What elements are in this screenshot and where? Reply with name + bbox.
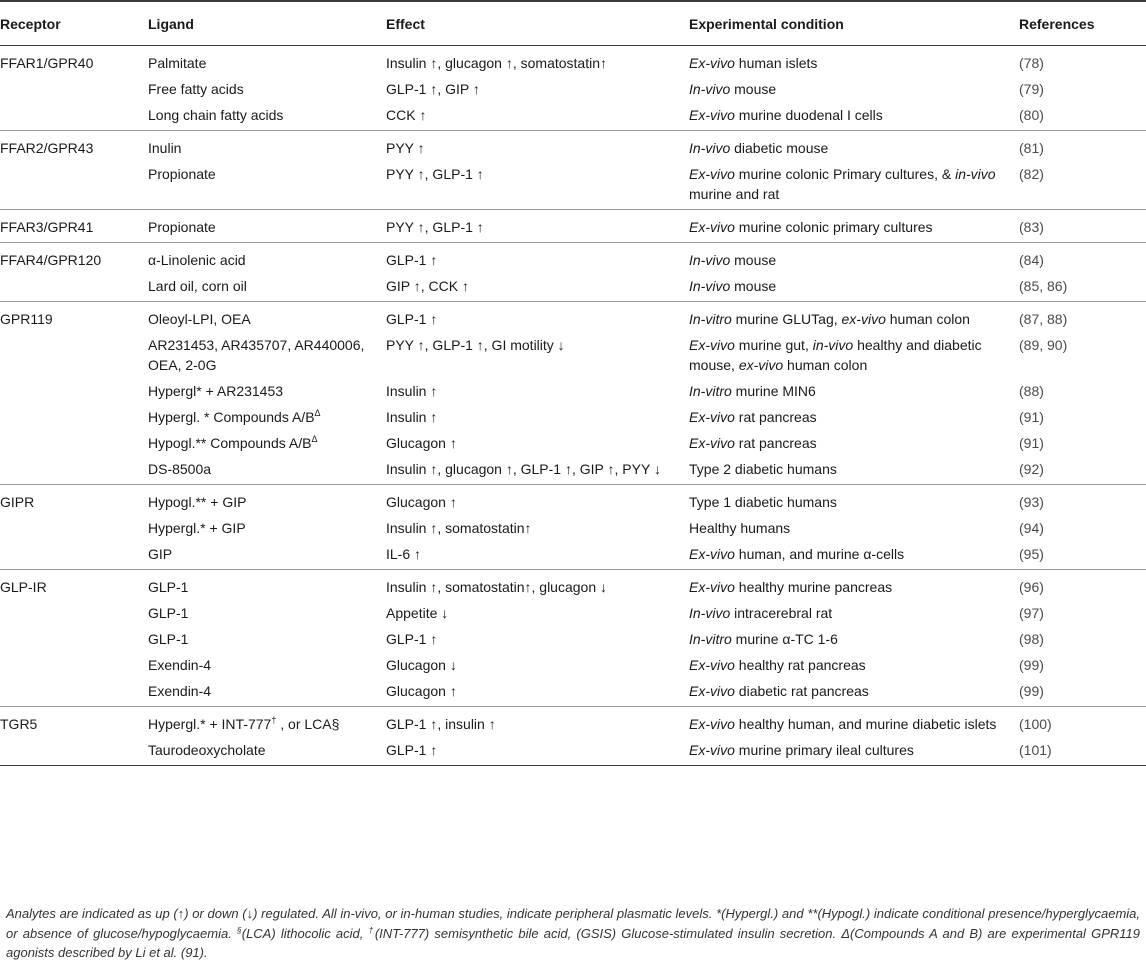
italic-text: In-vivo [689,251,731,268]
effect-cell: Insulin ↑, glucagon ↑, GLP-1 ↑, GIP ↑, PYY ↓ [386,455,689,485]
ligand-cell: Long chain fatty acids [148,101,386,131]
receptor-cell [0,377,148,403]
effect-cell: Glucagon ↑ [386,434,457,451]
receptor-cell [0,331,148,377]
italic-text: Ex-vivo [689,218,735,235]
table-row [0,130,1146,160]
superscript-mark: § [237,924,242,935]
reference-cell: (96) [1019,578,1044,595]
table-row [0,706,1146,736]
effect-cell: GIP ↑, CCK ↑ [386,272,689,302]
table-row [0,429,1146,455]
receptor-cell: GPR119 [0,310,53,327]
ligand-cell: α-Linolenic acid [148,251,246,268]
italic-text: Ex-vivo [689,656,735,673]
italic-text: Ex-vivo [689,165,735,182]
condition-cell: In-vitro murine MIN6 [689,382,816,399]
italic-text: ex-vivo [738,356,784,373]
effect-cell: Insulin ↑, somatostatin↑ [386,519,532,536]
effect-cell: GLP-1 ↑, GIP ↑ [386,80,480,97]
ligand-cell: Hypergl. * Compounds $A/B^\Delta$ [148,407,321,425]
ligand-cell: Hypogl.** Compounds $A/B^\Delta$ [148,433,318,451]
condition-cell: In-vivo diabetic mouse [689,139,829,156]
reference-cell: (99) [1019,677,1146,707]
effect-cell: Glucagon ↑ [386,493,457,510]
reference-cell: (88) [1019,382,1044,399]
italic-text: In-vivo [689,139,731,156]
receptor-cell: FFAR3/GPR41 [0,209,148,242]
effect-cell: PYY ↑ [386,139,425,156]
effect-cell: GLP-1 ↑ [386,251,438,268]
header-ligand: Ligand [148,1,386,45]
effect-cell: Appetite ↓ [386,604,449,621]
ligand-cell: Hypergl.* + INT-777† , or LCA§ [148,714,340,732]
italic-text: ex-vivo [841,310,886,327]
italic-text: Ex-vivo [689,545,735,562]
italic-text: Ex-vivo [689,408,735,425]
effect-cell: Insulin ↑ [386,382,438,399]
reference-cell: (80) [1019,101,1146,131]
table-row [0,301,1146,331]
header-row [0,1,1146,45]
table-header [0,1,1146,45]
table-row [0,377,1146,403]
effect-cell: PYY ↑, GLP-1 ↑ [386,160,689,210]
table-row [0,540,1146,570]
reference-cell: (97) [1019,604,1044,621]
receptor-cell [0,514,148,540]
effect-cell: Insulin ↑ [386,408,438,425]
italic-text: in-vivo [812,336,854,353]
reference-cell: (81) [1019,139,1044,156]
ligand-cell: Hypogl.** + GIP [148,493,247,510]
receptor-cell: FFAR1/GPR40 [0,54,94,71]
condition-cell: Type 1 diabetic humans [689,493,837,510]
condition-cell: Ex-vivo murine duodenal I cells [689,101,1019,131]
table-row [0,736,1146,766]
italic-text: Ex-vivo [689,106,735,123]
reference-cell: (84) [1019,251,1044,268]
effect-cell: GLP-1 ↑, insulin ↑ [386,715,496,732]
ligand-cell: Oleoyl-LPI, OEA [148,310,251,327]
table-row [0,599,1146,625]
reference-cell: (79) [1019,80,1044,97]
table-row [0,484,1146,514]
italic-text: In-vitro [689,630,732,647]
condition-cell: Ex-vivo rat pancreas [689,408,817,425]
ligand-cell: AR231453, AR435707, AR440006, OEA, 2-0G [148,336,365,373]
reference-cell: (82) [1019,160,1146,210]
italic-text: In-vivo [689,604,731,621]
receptor-cell [0,625,148,651]
receptor-cell [0,455,148,485]
condition-cell: Ex-vivo diabetic rat pancreas [689,677,1019,707]
header-receptor: Receptor [0,1,148,45]
effect-cell: GLP-1 ↑ [386,736,689,766]
ligand-cell: Lard oil, corn oil [148,272,386,302]
superscript-mark: † [368,924,375,935]
table-row [0,160,1146,210]
ligand-cell: Exendin-4 [148,656,212,673]
effect-cell: Glucagon ↑ [386,677,689,707]
italic-text: In-vivo [689,80,731,97]
receptor-cell [0,75,148,101]
condition-cell: Ex-vivo human, and murine α-cells [689,540,1019,570]
receptor-cell: FFAR2/GPR43 [0,139,94,156]
italic-text: Ex-vivo [689,715,735,732]
ligand-cell: Palmitate [148,54,207,71]
italic-text: In-vitro [689,382,732,399]
condition-cell: In-vivo mouse [689,272,1019,302]
ligand-cell: Exendin-4 [148,677,386,707]
table-row [0,455,1146,485]
italic-text: In-vitro [689,310,732,327]
condition-cell: Ex-vivo murine colonic Primary cultures, & in-vivo murine and rat [689,160,1019,210]
receptor-cell: TGR5 [0,715,38,732]
reference-cell: (101) [1019,736,1146,766]
reference-cell: (100) [1019,715,1052,732]
effect-cell: Insulin ↑, glucagon ↑, somatostatin↑ [386,54,608,71]
condition-cell: Ex-vivo healthy rat pancreas [689,656,866,673]
ligand-cell: Taurodeoxycholate [148,736,386,766]
header-effect: Effect [386,1,689,45]
table-body [0,45,1146,765]
ligand-cell: Inulin [148,139,182,156]
table-row [0,45,1146,75]
table-row [0,569,1146,599]
condition-cell: Ex-vivo rat pancreas [689,434,817,451]
header-references: References [1019,1,1146,45]
table-row [0,75,1146,101]
table-row [0,625,1146,651]
effect-cell: Glucagon ↓ [386,656,457,673]
superscript-mark: Δ [311,433,318,444]
table-row [0,677,1146,707]
superscript-mark: † [271,714,277,725]
ligand-cell: DS-8500a [148,455,386,485]
table-row [0,403,1146,429]
italic-text: Ex-vivo [689,54,735,71]
superscript-mark: Δ [314,407,321,418]
ligand-cell: GIP [148,540,386,570]
reference-cell: (78) [1019,54,1044,71]
receptor-cell: FFAR4/GPR120 [0,251,102,268]
header-experimental-condition: Experimental condition [689,1,1019,45]
condition-cell: Ex-vivo murine colonic primary cultures [689,209,1019,242]
italic-text: Ex-vivo [689,336,735,353]
receptor-cell [0,677,148,707]
table-row [0,242,1146,272]
table-row [0,272,1146,302]
condition-cell: In-vivo intracerebral rat [689,604,833,621]
reference-cell: (89, 90) [1019,336,1068,353]
condition-cell: Healthy humans [689,519,791,536]
receptor-cell [0,272,148,302]
receptor-cell [0,540,148,570]
effect-cell: CCK ↑ [386,101,689,131]
effect-cell: PYY ↑, GLP-1 ↑ [386,209,689,242]
reference-cell: (92) [1019,455,1146,485]
receptor-cell [0,403,148,429]
condition-cell: Type 2 diabetic humans [689,455,1019,485]
ligand-cell: GLP-1 [148,578,189,595]
ligand-cell: Free fatty acids [148,80,244,97]
ligand-cell: Propionate [148,209,386,242]
table-row [0,331,1146,377]
ligand-cell: GLP-1 [148,604,189,621]
receptor-cell [0,101,148,131]
condition-cell: In-vivo mouse [689,80,777,97]
italic-text: Ex-vivo [689,434,735,451]
italic-text: in-vivo [955,165,996,182]
effect-cell: PYY ↑, GLP-1 ↑, GI motility ↓ [386,336,565,353]
condition-cell: In-vitro murine α-TC 1-6 [689,630,838,647]
condition-cell: In-vitro murine GLUTag, ex-vivo human colon [689,310,970,327]
receptor-cell [0,160,148,210]
reference-cell: (85, 86) [1019,272,1146,302]
italic-text: Ex-vivo [689,578,735,595]
reference-cell: (98) [1019,630,1044,647]
reference-cell: (95) [1019,540,1146,570]
reference-cell: (91) [1019,408,1044,425]
reference-cell: (99) [1019,656,1044,673]
condition-cell: In-vivo mouse [689,251,777,268]
table-row [0,101,1146,131]
receptor-cell [0,736,148,766]
receptor-cell: GLP-IR [0,578,47,595]
condition-cell: Ex-vivo healthy murine pancreas [689,578,893,595]
table-footnote: Analytes are indicated as up (↑) or down (↓) regulated. All in-vivo, or in-human studies, indicate peripheral plasmatic levels. *(Hypergl.) and **(Hypogl.) indicate conditional presence/hyperglycaemia, or absence of glucose/hypoglycaemia. §(LCA) lithocolic acid, †(INT-777) semisynthetic bile acid, (GSIS) Glucose-stimulated insulin secretion. Δ(Compounds A and B) are experimental GPR119 agonists described by Li et al. (91). [6,906,1140,960]
reference-cell: (87, 88) [1019,310,1068,327]
condition-cell: Ex-vivo murine gut, in-vivo healthy and diabetic mouse, ex-vivo human colon [689,336,982,373]
reference-cell: (93) [1019,493,1044,510]
table-row [0,209,1146,242]
receptor-cell [0,599,148,625]
italic-text: In-vivo [689,277,731,294]
condition-cell: Ex-vivo murine primary ileal cultures [689,736,1019,766]
receptor-cell [0,429,148,455]
effect-cell: GLP-1 ↑ [386,310,438,327]
effect-cell: IL-6 ↑ [386,540,689,570]
reference-cell: (94) [1019,519,1044,536]
receptor-cell [0,651,148,677]
italic-text: Ex-vivo [689,741,735,758]
ligand-cell: Hypergl* + AR231453 [148,382,284,399]
effect-cell: Insulin ↑, somatostatin↑, glucagon ↓ [386,578,608,595]
reference-cell: (83) [1019,209,1146,242]
table-row [0,651,1146,677]
reference-cell: (91) [1019,434,1044,451]
ligand-cell: Propionate [148,160,386,210]
table-row [0,514,1146,540]
ligand-cell: GLP-1 [148,630,189,647]
condition-cell: Ex-vivo human islets [689,54,818,71]
receptor-cell: GIPR [0,493,35,510]
italic-text: Ex-vivo [689,682,735,699]
condition-cell: Ex-vivo healthy human, and murine diabetic islets [689,715,997,732]
effect-cell: GLP-1 ↑ [386,630,438,647]
ligand-cell: Hypergl.* + GIP [148,519,246,536]
